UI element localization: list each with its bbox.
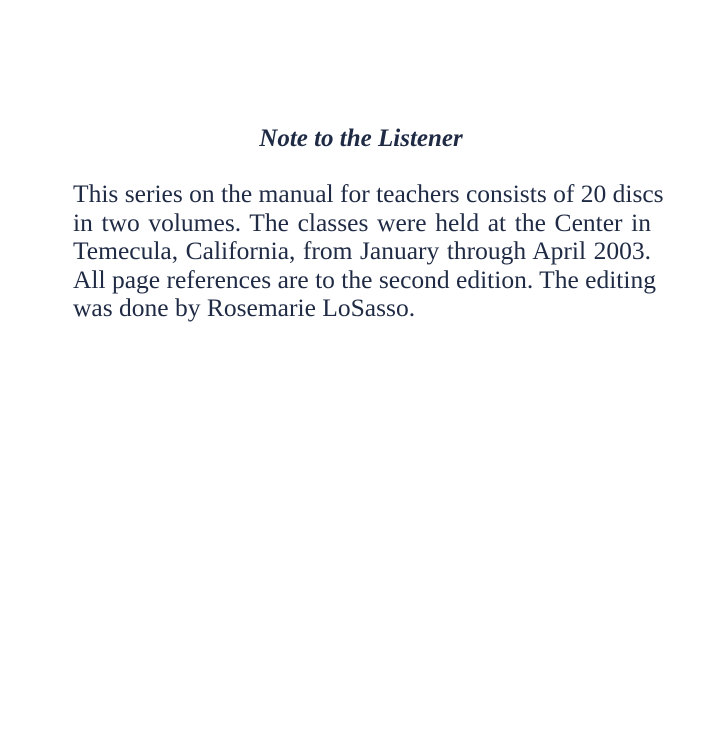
paragraph-line: Temecula, California, from January through April 2003. (73, 236, 651, 265)
paragraph-line: This series on the manual for teachers consists of 20 discs (73, 179, 664, 208)
body-paragraph (73, 179, 664, 323)
paragraph-line: All page references are to the second edition. The editing (73, 264, 656, 294)
paragraph-line: in two volumes. The classes were held at the Center in (73, 207, 651, 237)
paragraph-line: was done by Rosemarie LoSasso. (73, 293, 416, 322)
page-title: Note to the Listener (259, 125, 463, 152)
